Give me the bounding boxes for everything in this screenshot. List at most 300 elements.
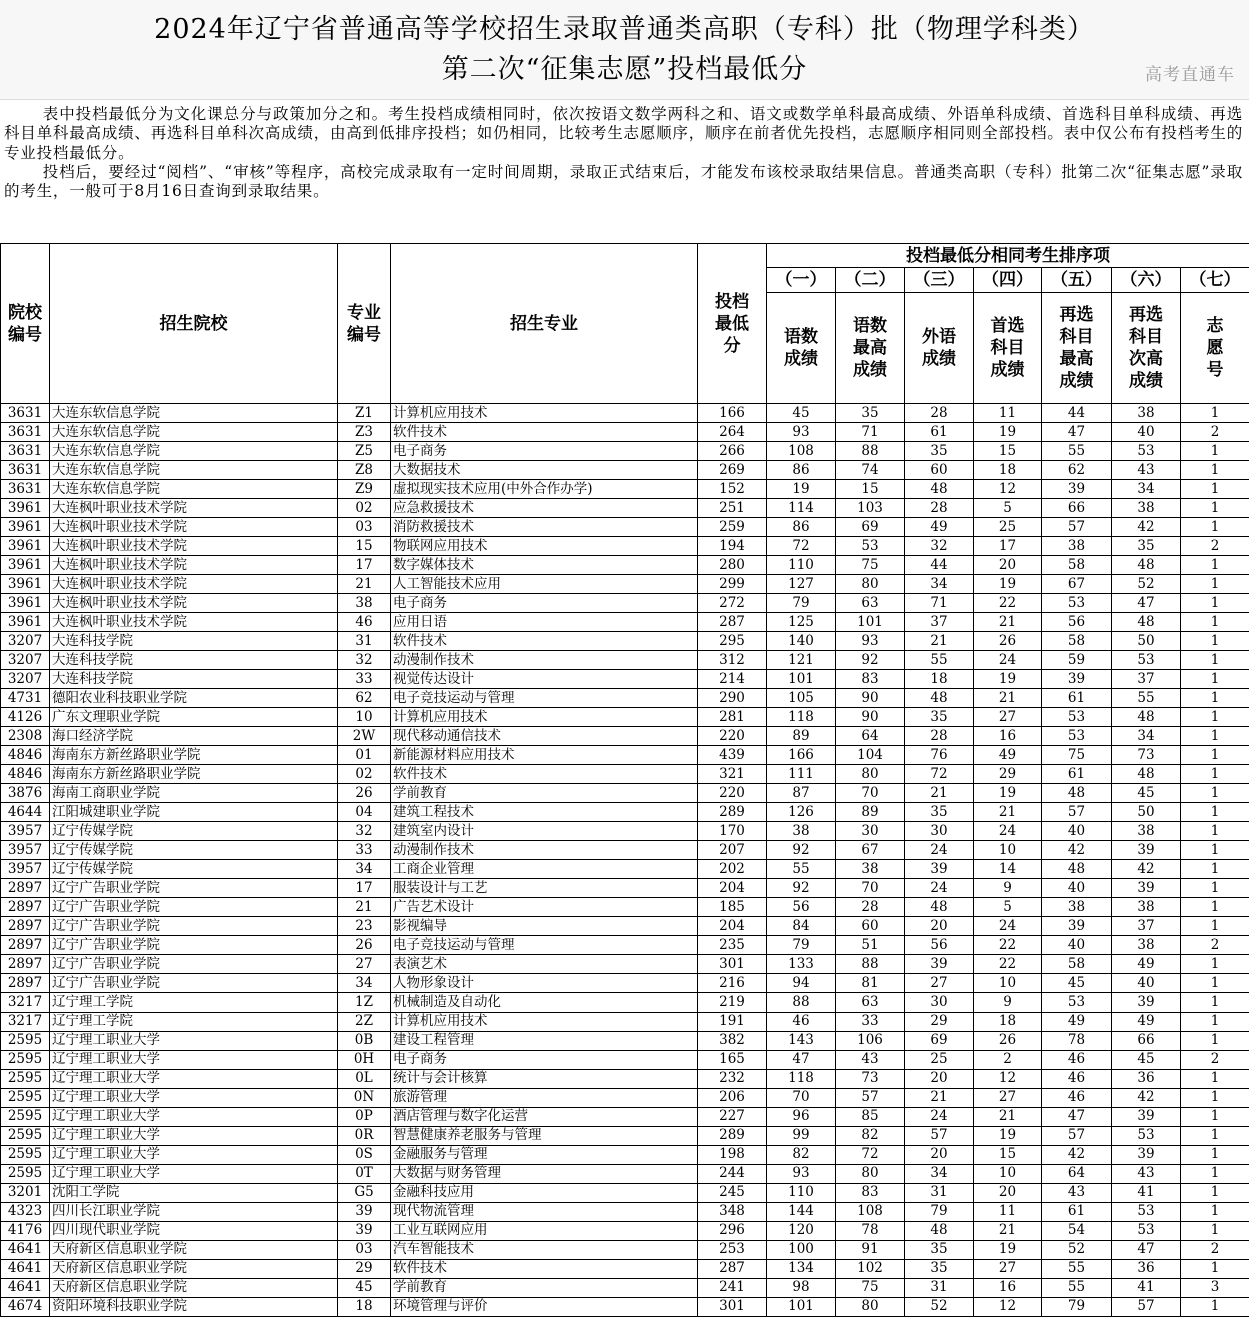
header-major: 招生专业 <box>391 244 698 404</box>
cell-school-code: 3631 <box>1 480 50 499</box>
cell-foreign-language: 28 <box>905 499 974 518</box>
cell-chinese-math-max: 57 <box>836 1088 905 1107</box>
cell-first-subject: 15 <box>974 442 1042 461</box>
cell-preference-no: 2 <box>1181 1050 1249 1069</box>
cell-major-code: 27 <box>338 955 391 974</box>
cell-preference-no: 1 <box>1181 461 1249 480</box>
cell-preference-no: 1 <box>1181 1012 1249 1031</box>
cell-school-code: 2595 <box>1 1069 50 1088</box>
cell-second-subject-next: 38 <box>1112 822 1181 841</box>
cell-second-subject-max: 62 <box>1042 461 1112 480</box>
cell-major-name: 应急救援技术 <box>391 499 698 518</box>
cell-preference-no: 1 <box>1181 1088 1249 1107</box>
cell-second-subject-next: 50 <box>1112 803 1181 822</box>
cell-first-subject: 10 <box>974 841 1042 860</box>
cell-first-subject: 11 <box>974 1202 1042 1221</box>
cell-min-score: 207 <box>698 841 767 860</box>
cell-foreign-language: 20 <box>905 917 974 936</box>
cell-first-subject: 29 <box>974 765 1042 784</box>
table-row <box>1 556 1249 575</box>
cell-foreign-language: 49 <box>905 518 974 537</box>
cell-chinese-math: 110 <box>767 556 836 575</box>
cell-chinese-math-max: 15 <box>836 480 905 499</box>
cell-first-subject: 9 <box>974 993 1042 1012</box>
cell-school-name: 辽宁传媒学院 <box>50 822 338 841</box>
cell-second-subject-max: 48 <box>1042 784 1112 803</box>
cell-chinese-math: 118 <box>767 708 836 727</box>
cell-chinese-math: 19 <box>767 480 836 499</box>
cell-chinese-math: 79 <box>767 936 836 955</box>
cell-foreign-language: 48 <box>905 689 974 708</box>
cell-major-name: 电子竞技运动与管理 <box>391 689 698 708</box>
cell-foreign-language: 31 <box>905 1183 974 1202</box>
cell-major-code: 21 <box>338 575 391 594</box>
cell-min-score: 382 <box>698 1031 767 1050</box>
cell-second-subject-next: 53 <box>1112 442 1181 461</box>
cell-preference-no: 1 <box>1181 974 1249 993</box>
cell-first-subject: 27 <box>974 1259 1042 1278</box>
cell-chinese-math-max: 93 <box>836 632 905 651</box>
cell-second-subject-next: 43 <box>1112 461 1181 480</box>
cell-chinese-math: 55 <box>767 860 836 879</box>
cell-second-subject-max: 61 <box>1042 1202 1112 1221</box>
cell-major-name: 电子商务 <box>391 594 698 613</box>
cell-min-score: 266 <box>698 442 767 461</box>
cell-foreign-language: 21 <box>905 784 974 803</box>
cell-major-name: 建设工程管理 <box>391 1031 698 1050</box>
cell-first-subject: 24 <box>974 651 1042 670</box>
cell-school-name: 辽宁传媒学院 <box>50 860 338 879</box>
header-min-score: 投档最低分 <box>698 244 767 404</box>
cell-second-subject-next: 47 <box>1112 594 1181 613</box>
cell-second-subject-next: 42 <box>1112 860 1181 879</box>
cell-chinese-math-max: 30 <box>836 822 905 841</box>
cell-first-subject: 21 <box>974 613 1042 632</box>
cell-foreign-language: 60 <box>905 461 974 480</box>
cell-chinese-math-max: 106 <box>836 1031 905 1050</box>
cell-major-code: 2W <box>338 727 391 746</box>
cell-min-score: 301 <box>698 1297 767 1316</box>
cell-major-name: 新能源材料应用技术 <box>391 746 698 765</box>
cell-major-code: 17 <box>338 556 391 575</box>
cell-school-code: 4846 <box>1 746 50 765</box>
table-row <box>1 1050 1249 1069</box>
cell-second-subject-next: 66 <box>1112 1031 1181 1050</box>
cell-preference-no: 1 <box>1181 727 1249 746</box>
cell-school-code: 3961 <box>1 518 50 537</box>
cell-major-name: 软件技术 <box>391 423 698 442</box>
cell-major-name: 服装设计与工艺 <box>391 879 698 898</box>
cell-preference-no: 3 <box>1181 1278 1249 1297</box>
cell-first-subject: 15 <box>974 1145 1042 1164</box>
table-row <box>1 974 1249 993</box>
cell-preference-no: 1 <box>1181 594 1249 613</box>
cell-second-subject-max: 40 <box>1042 936 1112 955</box>
cell-school-code: 2897 <box>1 898 50 917</box>
cell-second-subject-next: 39 <box>1112 1107 1181 1126</box>
cell-chinese-math-max: 72 <box>836 1145 905 1164</box>
cell-major-code: 39 <box>338 1202 391 1221</box>
cell-preference-no: 1 <box>1181 556 1249 575</box>
cell-preference-no: 1 <box>1181 803 1249 822</box>
cell-second-subject-next: 39 <box>1112 879 1181 898</box>
cell-foreign-language: 24 <box>905 1107 974 1126</box>
cell-school-code: 2595 <box>1 1088 50 1107</box>
cell-preference-no: 1 <box>1181 689 1249 708</box>
cell-second-subject-next: 48 <box>1112 613 1181 632</box>
cell-school-code: 2897 <box>1 936 50 955</box>
cell-min-score: 280 <box>698 556 767 575</box>
cell-school-code: 2595 <box>1 1145 50 1164</box>
cell-second-subject-next: 48 <box>1112 708 1181 727</box>
header-order-6: （六） <box>1112 268 1181 293</box>
cell-major-code: 18 <box>338 1297 391 1316</box>
cell-second-subject-max: 40 <box>1042 822 1112 841</box>
cell-first-subject: 9 <box>974 879 1042 898</box>
cell-chinese-math: 56 <box>767 898 836 917</box>
cell-second-subject-max: 57 <box>1042 518 1112 537</box>
cell-school-code: 4641 <box>1 1278 50 1297</box>
cell-foreign-language: 44 <box>905 556 974 575</box>
cell-second-subject-max: 59 <box>1042 651 1112 670</box>
cell-second-subject-next: 39 <box>1112 1145 1181 1164</box>
cell-first-subject: 12 <box>974 1069 1042 1088</box>
cell-school-code: 3961 <box>1 613 50 632</box>
cell-first-subject: 17 <box>974 537 1042 556</box>
cell-second-subject-max: 61 <box>1042 765 1112 784</box>
cell-major-name: 现代移动通信技术 <box>391 727 698 746</box>
cell-chinese-math: 93 <box>767 1164 836 1183</box>
cell-major-name: 视觉传达设计 <box>391 670 698 689</box>
cell-school-code: 3631 <box>1 461 50 480</box>
cell-min-score: 259 <box>698 518 767 537</box>
cell-major-code: 62 <box>338 689 391 708</box>
cell-second-subject-max: 55 <box>1042 1278 1112 1297</box>
cell-school-code: 3957 <box>1 841 50 860</box>
cell-school-code: 4641 <box>1 1259 50 1278</box>
table-row <box>1 632 1249 651</box>
cell-first-subject: 27 <box>974 1088 1042 1107</box>
cell-chinese-math-max: 83 <box>836 1183 905 1202</box>
table-row <box>1 670 1249 689</box>
cell-school-name: 辽宁理工职业大学 <box>50 1164 338 1183</box>
cell-min-score: 287 <box>698 613 767 632</box>
cell-major-name: 计算机应用技术 <box>391 404 698 423</box>
cell-chinese-math-max: 92 <box>836 651 905 670</box>
cell-chinese-math-max: 103 <box>836 499 905 518</box>
table-row <box>1 1221 1249 1240</box>
cell-first-subject: 22 <box>974 955 1042 974</box>
cell-foreign-language: 20 <box>905 1145 974 1164</box>
cell-second-subject-next: 38 <box>1112 499 1181 518</box>
cell-school-code: 3217 <box>1 993 50 1012</box>
cell-foreign-language: 52 <box>905 1297 974 1316</box>
cell-school-name: 辽宁理工职业大学 <box>50 1107 338 1126</box>
cell-chinese-math-max: 71 <box>836 423 905 442</box>
header-order-7: （七） <box>1181 268 1249 293</box>
intro-paragraph-1: 表中投档最低分为文化课总分与政策加分之和。考生投档成绩相同时，依次按语文数学两科之和、语文或数学单科最高成绩、外语单科成绩、首选科目单科成绩、再选科目单科最高成绩、再选科目单科次高成绩，由高到低排序投档；如仍相同，比较考生志愿顺序，顺序在前者优先投档，志愿顺序相同则全部投档。表中仅公布有投档考生的专业投档最低分。 <box>4 105 1243 162</box>
cell-second-subject-max: 53 <box>1042 594 1112 613</box>
cell-school-code: 2595 <box>1 1107 50 1126</box>
cell-second-subject-max: 52 <box>1042 1240 1112 1259</box>
cell-major-name: 智慧健康养老服务与管理 <box>391 1126 698 1145</box>
cell-school-name: 海南东方新丝路职业学院 <box>50 765 338 784</box>
cell-min-score: 289 <box>698 803 767 822</box>
cell-foreign-language: 25 <box>905 1050 974 1069</box>
table-row <box>1 1088 1249 1107</box>
cell-second-subject-next: 53 <box>1112 1126 1181 1145</box>
cell-school-code: 3876 <box>1 784 50 803</box>
cell-preference-no: 1 <box>1181 1297 1249 1316</box>
cell-chinese-math: 110 <box>767 1183 836 1202</box>
table-row <box>1 936 1249 955</box>
cell-first-subject: 26 <box>974 632 1042 651</box>
cell-preference-no: 1 <box>1181 613 1249 632</box>
cell-chinese-math: 121 <box>767 651 836 670</box>
cell-major-code: 0N <box>338 1088 391 1107</box>
cell-second-subject-max: 56 <box>1042 613 1112 632</box>
header-item-6: 再选科目次高成绩 <box>1112 293 1181 404</box>
cell-chinese-math-max: 28 <box>836 898 905 917</box>
cell-foreign-language: 56 <box>905 936 974 955</box>
cell-school-name: 辽宁理工职业大学 <box>50 1088 338 1107</box>
cell-school-name: 辽宁理工职业大学 <box>50 1069 338 1088</box>
cell-first-subject: 19 <box>974 670 1042 689</box>
cell-school-name: 辽宁广告职业学院 <box>50 879 338 898</box>
cell-school-code: 2897 <box>1 974 50 993</box>
table-row <box>1 575 1249 594</box>
cell-school-name: 江阳城建职业学院 <box>50 803 338 822</box>
cell-major-name: 建筑室内设计 <box>391 822 698 841</box>
cell-preference-no: 1 <box>1181 765 1249 784</box>
cell-foreign-language: 21 <box>905 1088 974 1107</box>
cell-major-name: 现代物流管理 <box>391 1202 698 1221</box>
cell-chinese-math: 89 <box>767 727 836 746</box>
header-item-7: 志愿号 <box>1181 293 1249 404</box>
intro-paragraph-2: 投档后，要经过“阅档”、“审核”等程序，高校完成录取有一定时间周期，录取正式结束后，才能发布该校录取结果信息。普通类高职（专科）批第二次“征集志愿”录取的考生，一般可于8月16日查询到录取结果。 <box>4 162 1243 201</box>
cell-major-name: 电子商务 <box>391 1050 698 1069</box>
cell-min-score: 206 <box>698 1088 767 1107</box>
cell-preference-no: 1 <box>1181 1069 1249 1088</box>
table-row <box>1 746 1249 765</box>
cell-second-subject-next: 48 <box>1112 765 1181 784</box>
cell-chinese-math-max: 102 <box>836 1259 905 1278</box>
cell-chinese-math-max: 104 <box>836 746 905 765</box>
cell-second-subject-next: 53 <box>1112 1202 1181 1221</box>
table-row <box>1 613 1249 632</box>
cell-school-name: 四川现代职业学院 <box>50 1221 338 1240</box>
cell-school-code: 4323 <box>1 1202 50 1221</box>
cell-second-subject-max: 39 <box>1042 917 1112 936</box>
cell-major-name: 数字媒体技术 <box>391 556 698 575</box>
cell-first-subject: 18 <box>974 1012 1042 1031</box>
cell-chinese-math: 118 <box>767 1069 836 1088</box>
header-order-1: （一） <box>767 268 836 293</box>
cell-major-code: 45 <box>338 1278 391 1297</box>
cell-preference-no: 1 <box>1181 708 1249 727</box>
cell-school-code: 2595 <box>1 1164 50 1183</box>
cell-major-code: 0P <box>338 1107 391 1126</box>
cell-second-subject-next: 41 <box>1112 1278 1181 1297</box>
cell-second-subject-max: 42 <box>1042 841 1112 860</box>
cell-chinese-math: 114 <box>767 499 836 518</box>
cell-chinese-math-max: 51 <box>836 936 905 955</box>
cell-major-name: 学前教育 <box>391 1278 698 1297</box>
table-row <box>1 1297 1249 1316</box>
cell-chinese-math-max: 91 <box>836 1240 905 1259</box>
cell-preference-no: 1 <box>1181 575 1249 594</box>
cell-chinese-math-max: 90 <box>836 689 905 708</box>
table-row <box>1 803 1249 822</box>
cell-min-score: 296 <box>698 1221 767 1240</box>
cell-second-subject-next: 36 <box>1112 1069 1181 1088</box>
cell-first-subject: 5 <box>974 499 1042 518</box>
cell-school-name: 海口经济学院 <box>50 727 338 746</box>
cell-chinese-math: 144 <box>767 1202 836 1221</box>
cell-chinese-math-max: 33 <box>836 1012 905 1031</box>
cell-school-code: 3961 <box>1 537 50 556</box>
cell-foreign-language: 32 <box>905 537 974 556</box>
cell-chinese-math: 111 <box>767 765 836 784</box>
cell-second-subject-max: 79 <box>1042 1297 1112 1316</box>
cell-second-subject-next: 45 <box>1112 784 1181 803</box>
cell-foreign-language: 35 <box>905 708 974 727</box>
cell-preference-no: 1 <box>1181 632 1249 651</box>
table-row <box>1 879 1249 898</box>
cell-chinese-math-max: 88 <box>836 955 905 974</box>
cell-major-name: 表演艺术 <box>391 955 698 974</box>
cell-chinese-math-max: 43 <box>836 1050 905 1069</box>
cell-second-subject-next: 39 <box>1112 841 1181 860</box>
cell-major-code: Z5 <box>338 442 391 461</box>
cell-major-code: 33 <box>338 841 391 860</box>
cell-chinese-math: 96 <box>767 1107 836 1126</box>
cell-chinese-math: 101 <box>767 1297 836 1316</box>
cell-first-subject: 25 <box>974 518 1042 537</box>
cell-min-score: 269 <box>698 461 767 480</box>
cell-school-code: 3207 <box>1 632 50 651</box>
cell-second-subject-max: 67 <box>1042 575 1112 594</box>
cell-second-subject-max: 46 <box>1042 1050 1112 1069</box>
cell-second-subject-max: 58 <box>1042 556 1112 575</box>
cell-second-subject-max: 64 <box>1042 1164 1112 1183</box>
cell-school-code: 3207 <box>1 670 50 689</box>
cell-preference-no: 1 <box>1181 518 1249 537</box>
cell-school-name: 大连东软信息学院 <box>50 404 338 423</box>
cell-foreign-language: 18 <box>905 670 974 689</box>
cell-major-code: 02 <box>338 765 391 784</box>
cell-major-name: 软件技术 <box>391 765 698 784</box>
cell-major-name: 建筑工程技术 <box>391 803 698 822</box>
cell-major-code: 23 <box>338 917 391 936</box>
cell-chinese-math-max: 67 <box>836 841 905 860</box>
cell-chinese-math-max: 101 <box>836 613 905 632</box>
table-row <box>1 993 1249 1012</box>
cell-preference-no: 1 <box>1181 499 1249 518</box>
cell-school-code: 4674 <box>1 1297 50 1316</box>
cell-major-name: 动漫制作技术 <box>391 651 698 670</box>
table-row <box>1 1164 1249 1183</box>
cell-first-subject: 27 <box>974 708 1042 727</box>
cell-school-code: 3631 <box>1 442 50 461</box>
header-order-2: （二） <box>836 268 905 293</box>
header-item-3: 外语成绩 <box>905 293 974 404</box>
cell-major-name: 学前教育 <box>391 784 698 803</box>
cell-school-code: 4846 <box>1 765 50 784</box>
cell-chinese-math: 88 <box>767 993 836 1012</box>
header-item-2: 语数最高成绩 <box>836 293 905 404</box>
table-row <box>1 594 1249 613</box>
cell-school-name: 辽宁理工学院 <box>50 993 338 1012</box>
cell-second-subject-next: 49 <box>1112 1012 1181 1031</box>
table-row <box>1 442 1249 461</box>
cell-min-score: 198 <box>698 1145 767 1164</box>
cell-school-name: 大连枫叶职业技术学院 <box>50 518 338 537</box>
cell-preference-no: 1 <box>1181 860 1249 879</box>
cell-school-name: 海南工商职业学院 <box>50 784 338 803</box>
cell-major-code: 31 <box>338 632 391 651</box>
cell-min-score: 220 <box>698 727 767 746</box>
table-row <box>1 727 1249 746</box>
cell-min-score: 232 <box>698 1069 767 1088</box>
cell-chinese-math-max: 60 <box>836 917 905 936</box>
cell-first-subject: 19 <box>974 423 1042 442</box>
table-row <box>1 1183 1249 1202</box>
header-item-5: 再选科目最高成绩 <box>1042 293 1112 404</box>
cell-first-subject: 5 <box>974 898 1042 917</box>
cell-major-name: 旅游管理 <box>391 1088 698 1107</box>
cell-preference-no: 1 <box>1181 404 1249 423</box>
cell-chinese-math: 127 <box>767 575 836 594</box>
cell-min-score: 301 <box>698 955 767 974</box>
cell-min-score: 194 <box>698 537 767 556</box>
cell-chinese-math: 84 <box>767 917 836 936</box>
cell-major-code: 01 <box>338 746 391 765</box>
cell-min-score: 348 <box>698 1202 767 1221</box>
cell-chinese-math: 82 <box>767 1145 836 1164</box>
cell-school-name: 大连枫叶职业技术学院 <box>50 556 338 575</box>
cell-first-subject: 12 <box>974 480 1042 499</box>
cell-major-name: 统计与会计核算 <box>391 1069 698 1088</box>
cell-school-name: 辽宁理工职业大学 <box>50 1145 338 1164</box>
cell-school-name: 大连枫叶职业技术学院 <box>50 613 338 632</box>
cell-preference-no: 1 <box>1181 993 1249 1012</box>
cell-school-code: 2897 <box>1 917 50 936</box>
cell-second-subject-next: 36 <box>1112 1259 1181 1278</box>
cell-chinese-math: 140 <box>767 632 836 651</box>
cell-foreign-language: 34 <box>905 575 974 594</box>
cell-second-subject-max: 53 <box>1042 708 1112 727</box>
cell-second-subject-max: 57 <box>1042 1126 1112 1145</box>
cell-chinese-math: 70 <box>767 1088 836 1107</box>
cell-chinese-math: 92 <box>767 879 836 898</box>
cell-first-subject: 16 <box>974 727 1042 746</box>
cell-school-code: 3957 <box>1 860 50 879</box>
cell-preference-no: 1 <box>1181 1126 1249 1145</box>
cell-second-subject-next: 38 <box>1112 936 1181 955</box>
cell-major-code: 32 <box>338 651 391 670</box>
cell-major-code: 0B <box>338 1031 391 1050</box>
cell-min-score: 191 <box>698 1012 767 1031</box>
cell-second-subject-max: 45 <box>1042 974 1112 993</box>
cell-foreign-language: 35 <box>905 1259 974 1278</box>
cell-first-subject: 10 <box>974 1164 1042 1183</box>
cell-chinese-math-max: 75 <box>836 556 905 575</box>
cell-min-score: 251 <box>698 499 767 518</box>
cell-min-score: 321 <box>698 765 767 784</box>
cell-school-name: 大连枫叶职业技术学院 <box>50 499 338 518</box>
header-school-code: 院校编号 <box>1 244 50 404</box>
